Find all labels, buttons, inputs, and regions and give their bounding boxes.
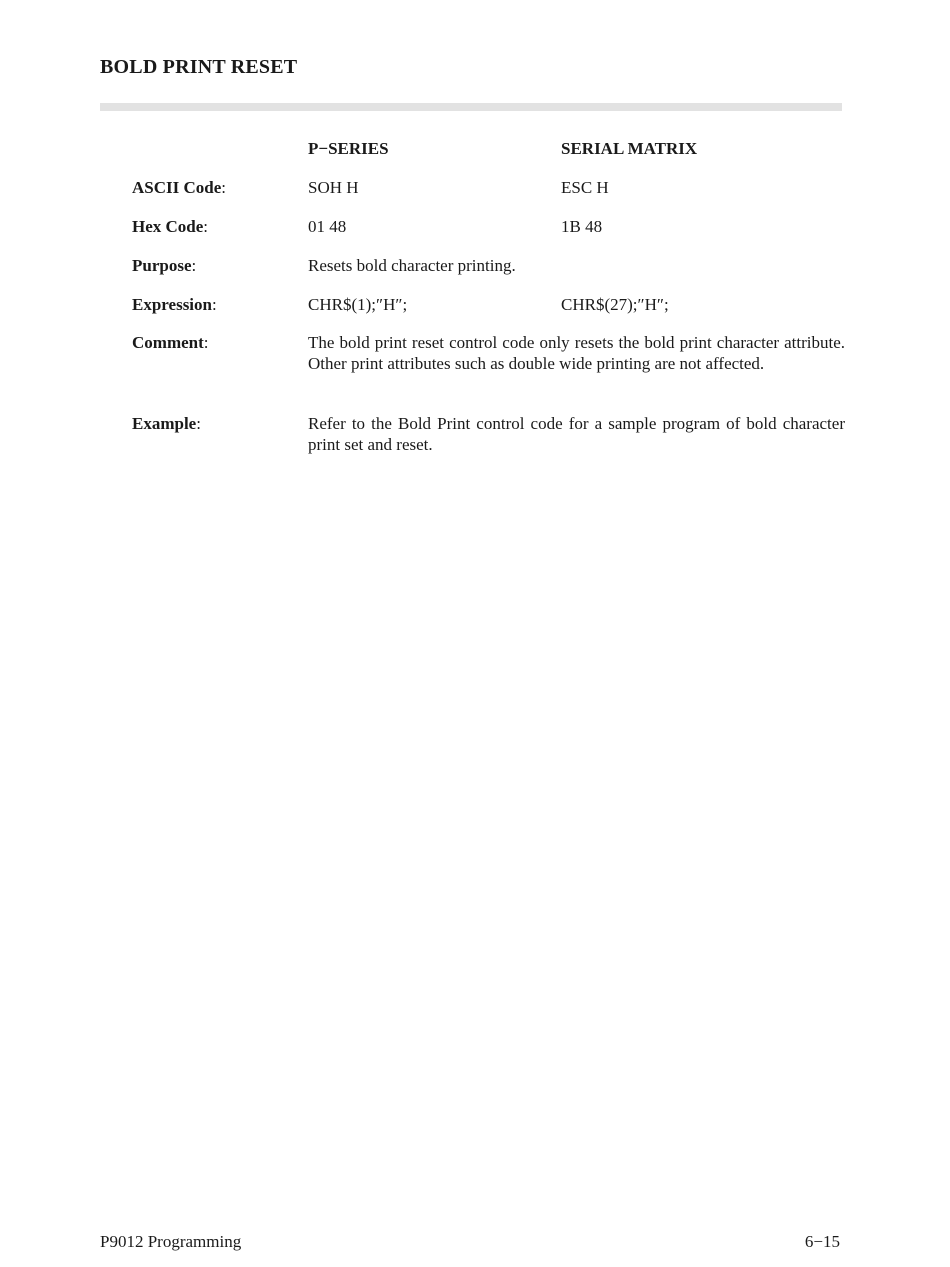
ascii-code-p-series: SOH H — [308, 178, 359, 197]
comment-label: Comment: — [132, 333, 209, 352]
comment-text: The bold print reset control code only resets the bold print character attribute. Other print attributes such as double wide printing are not affected. — [308, 333, 845, 373]
ascii-code-label: ASCII Code: — [132, 178, 227, 197]
page-title: BOLD PRINT RESET — [100, 56, 298, 78]
example-label: Example: — [132, 414, 201, 433]
expression-serial-matrix: CHR$(27);″H″; — [561, 295, 669, 314]
hex-code-p-series: 01 48 — [308, 217, 347, 236]
footer-page-number: 6−15 — [804, 1232, 840, 1251]
expression-p-series: CHR$(1);″H″; — [308, 295, 408, 314]
hex-code-label: Hex Code: — [132, 217, 209, 236]
column-header-serial-matrix: SERIAL MATRIX — [561, 139, 698, 158]
purpose-label: Purpose: — [132, 256, 197, 275]
footer-manual-title: P9012 Programming — [100, 1232, 242, 1251]
purpose-text: Resets bold character printing. — [308, 256, 516, 275]
column-header-p-series: P−SERIES — [308, 139, 389, 158]
hex-code-serial-matrix: 1B 48 — [561, 217, 603, 236]
title-rule — [100, 103, 842, 111]
ascii-code-serial-matrix: ESC H — [561, 178, 609, 197]
expression-label: Expression: — [132, 295, 217, 314]
example-text: Refer to the Bold Print control code for a sample program of bold character print set and reset. — [308, 414, 845, 454]
